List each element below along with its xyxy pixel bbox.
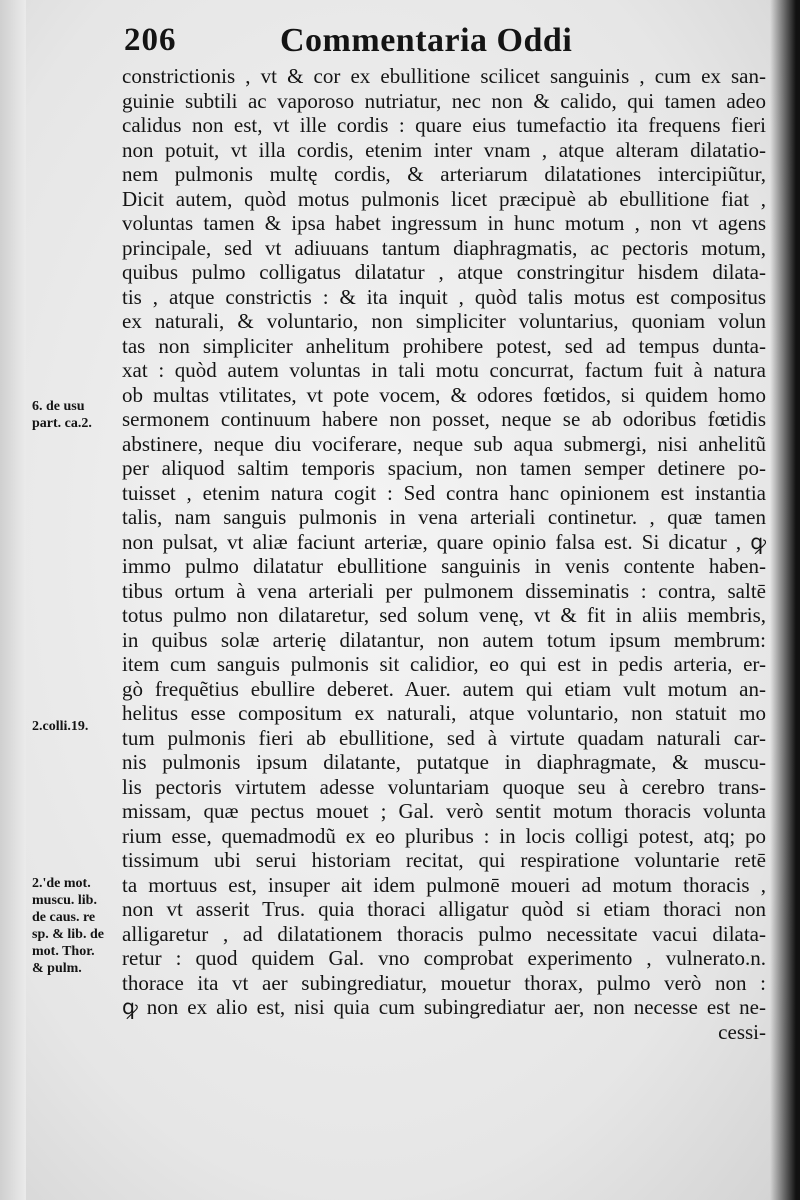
text-line: per aliquod saltim temporis spacium, non tamen semper detinere po-	[122, 456, 766, 480]
text-line: retur : quod quidem Gal. vno comprobat experimento , vulnerato.n.	[122, 946, 766, 970]
text-line: xat : quòd autem voluntas in tali motu concurrat, factum fuit à natura	[122, 358, 766, 382]
text-line: tibus ortum à vena arteriali per pulmonem disseminatis : contra, saltē	[122, 578, 766, 603]
text-line: sermonem continuum habere non posset, neque se ab odoribus fœtidis	[122, 407, 766, 431]
text-line: Dicit autem, quòd motus pulmonis licet præcipuè ab ebullitione fiat ,	[122, 186, 766, 211]
margin-note	[32, 875, 122, 977]
page-header	[124, 22, 764, 66]
text-line: immo pulmo dilatatur ebullitione sanguinis in venis contente haben-	[122, 554, 766, 578]
text-line: lis pectoris virtutem adesse voluntariam quoque seu à cerebro trans-	[122, 774, 766, 799]
text-line: nis pulmonis ipsum dilatante, putatque in diaphragmate, & muscu-	[122, 750, 766, 774]
body-text	[122, 64, 766, 1044]
margin-note-line: sp. & lib. de	[32, 927, 104, 942]
text-line: in quibus solæ arterię dilatantur, non autem totum ipsum membrum:	[122, 627, 766, 652]
gutter-shadow	[0, 0, 26, 1200]
text-line: tas non simpliciter anhelitum prohibere potest, sed ad tempus dunta-	[122, 333, 766, 358]
text-line: abstinere, neque diu vociferare, neque sub aqua submergi, nisi anhelitũ	[122, 431, 766, 456]
text-line: ꝙ non ex alio est, nisi quia cum subingrediatur aer, non necesse est ne-	[122, 995, 766, 1019]
text-line: thorace ita vt aer subingrediatur, mouetur thorax, pulmo verò non :	[122, 970, 766, 995]
margin-note-line: 2.'de mot.	[32, 876, 91, 891]
text-line: cessi-	[718, 1019, 766, 1044]
text-line: alligaretur , ad dilatationem thoracis pulmo necessitate vacui dilata-	[122, 921, 766, 946]
text-line: totus pulmo non dilataretur, sed solum venę, vt & fit in aliis membris,	[122, 603, 766, 627]
text-line: rium esse, quemadmodũ ex eo pluribus : in locis colligi potest, atq; po	[122, 823, 766, 848]
text-line: tum pulmonis fieri ab ebullitione, sed à virtute quadam naturali car-	[122, 725, 766, 750]
text-line: non vt asserit Trus. quia thoraci alligatur quòd si etiam thoraci non	[122, 897, 766, 921]
text-line: ta mortuus est, insuper ait idem pulmonē moueri ad motum thoracis ,	[122, 872, 766, 897]
margin-note-line: mot. Thor.	[32, 944, 95, 959]
text-line: principale, sed vt adiuuans tantum diaphragmatis, ac pectoris motum,	[122, 235, 766, 260]
text-line: ex naturali, & voluntario, non simpliciter voluntarius, quoniam volun	[122, 309, 766, 333]
margin-note-line: 6. de usu	[32, 399, 85, 414]
text-line: nem pulmonis multę cordis, & arteriarum dilatationes intercipiũtur,	[122, 162, 766, 186]
text-line: calidus non est, vt ille cordis : quare eius tumefactio ita frequens fieri	[122, 113, 766, 137]
page-edge-shadow	[768, 0, 800, 1200]
text-line: non potuit, vt illa cordis, etenim inter vnam , atque alteram dilatatio-	[122, 137, 766, 162]
text-line: gò frequẽtius ebullire deberet. Auer. autem qui etiam vult motum an-	[122, 676, 766, 701]
text-line: missam, quæ pectus mouet ; Gal. verò sentit motum thoracis volunta	[122, 799, 766, 823]
text-line: guinie subtili ac vaporoso nutriatur, nec non & calido, qui tamen adeo	[122, 88, 766, 113]
text-line: talis, nam sanguis pulmonis in vena arteriali continetur. , quæ tamen	[122, 505, 766, 529]
margin-note	[32, 718, 122, 735]
text-line: tissimum ubi serui historiam recitat, qui respiratione voluntarie retē	[122, 848, 766, 872]
text-line: helitus esse compositum ex naturali, atque voluntario, non statuit mo	[122, 701, 766, 725]
margin-note-line: muscu. lib.	[32, 893, 97, 908]
text-line: item cum sanguis pulmonis sit calidior, eo qui est in pedis arteria, er-	[122, 652, 766, 676]
margin-note-line: & pulm.	[32, 961, 82, 976]
running-head: Commentaria Oddi	[280, 22, 573, 59]
text-line: tis , atque constrictis : & ita inquit , quòd talis motus est compositus	[122, 284, 766, 309]
text-line: non pulsat, vt aliæ faciunt arteriæ, quare opinio falsa est. Si dicatur , ꝙ	[122, 529, 766, 554]
text-line: tuisset , etenim natura cogit : Sed contra hanc opinionem est instantia	[122, 480, 766, 505]
margin-note-line: 2.colli.19.	[32, 719, 89, 734]
margin-note-line: de caus. re	[32, 910, 96, 925]
text-line: constrictionis , vt & cor ex ebullitione scilicet sanguinis , cum ex san-	[122, 64, 766, 88]
page-number: 206	[124, 22, 177, 58]
text-line: voluntas tamen & ipsa habet ingressum in hunc motum , non vt agens	[122, 211, 766, 235]
margin-note-line: part. ca.2.	[32, 416, 92, 431]
text-line: quibus pulmo colligatus dilatatur , atque constringitur hisdem dilata-	[122, 260, 766, 284]
margin-note	[32, 398, 122, 432]
text-line: ob multas vtilitates, vt pote vocem, & odores fœtidos, si quidem homo	[122, 382, 766, 407]
